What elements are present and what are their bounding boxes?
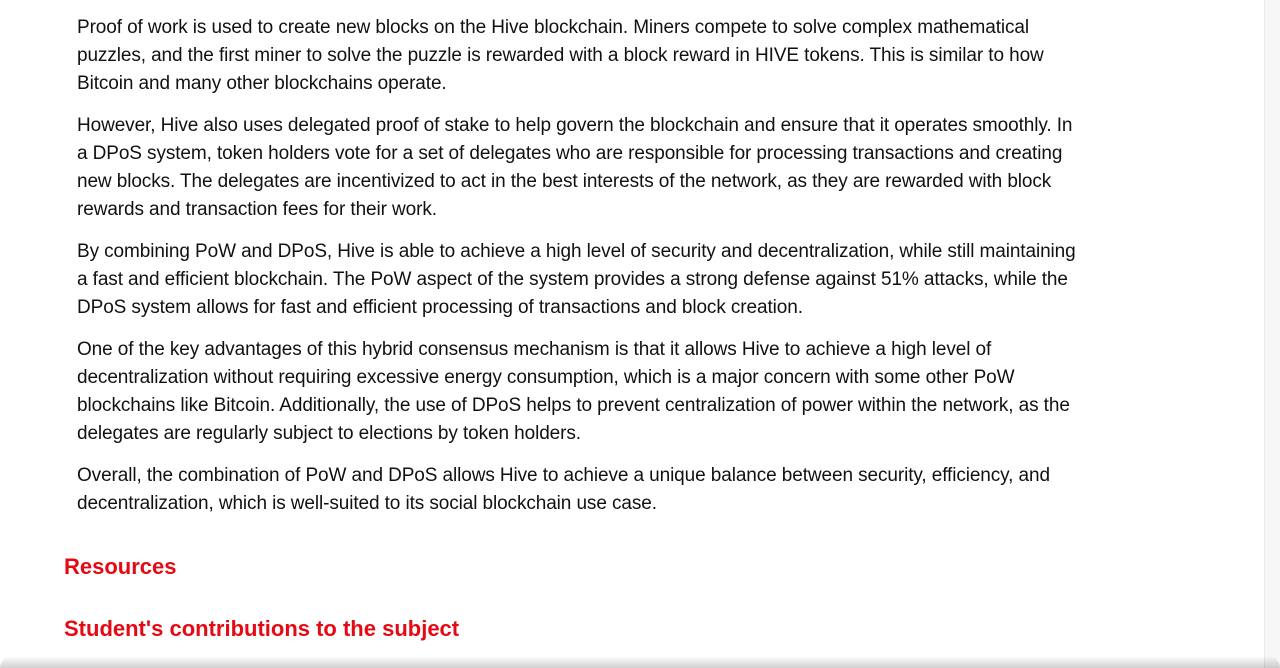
paragraph-overall: Overall, the combination of PoW and DPoS allows Hive to achieve a unique balance between security, efficiency, and decentralization, which is well-suited to its social blockchain use case.: [77, 465, 1050, 514]
vertical-scrollbar[interactable]: [1264, 0, 1280, 668]
article-body: [77, 14, 1087, 532]
paragraph-combining: By combining PoW and DPoS, Hive is able to achieve a high level of security and decentralization, while still maintaining a fast and efficient blockchain. The PoW aspect of the system provides a strong defense against 51% attacks, while the DPoS system allows for fast and efficient processing of transactions and block creation.: [77, 241, 1076, 318]
student-contributions-heading: Student's contributions to the subject: [64, 616, 460, 641]
paragraph-advantages: One of the key advantages of this hybrid consensus mechanism is that it allows Hive to achieve a high level of decentralization without requiring excessive energy consumption, which is a major concern with some other PoW blockchains like Bitcoin. Additionally, the use of DPoS helps to prevent centralization of power within the network, as the delegates are regularly subject to elections by token holders.: [77, 339, 1070, 444]
paragraph-dpos: However, Hive also uses delegated proof of stake to help govern the blockchain and ensure that it operates smoothly. In a DPoS system, token holders vote for a set of delegates who are responsible for processing transactions and creating new blocks. The delegates are incentivized to act in the best interests of the network, as they are rewarded with block rewards and transaction fees for their work.: [77, 115, 1073, 220]
bottom-edge-shadow: [0, 656, 1280, 668]
paragraph-proof-of-work: Proof of work is used to create new blocks on the Hive blockchain. Miners compete to solve complex mathematical puzzles, and the first miner to solve the puzzle is rewarded with a block reward in HIVE tokens. This is similar to how Bitcoin and many other blockchains operate.: [77, 17, 1044, 94]
resources-heading: Resources: [64, 554, 177, 579]
